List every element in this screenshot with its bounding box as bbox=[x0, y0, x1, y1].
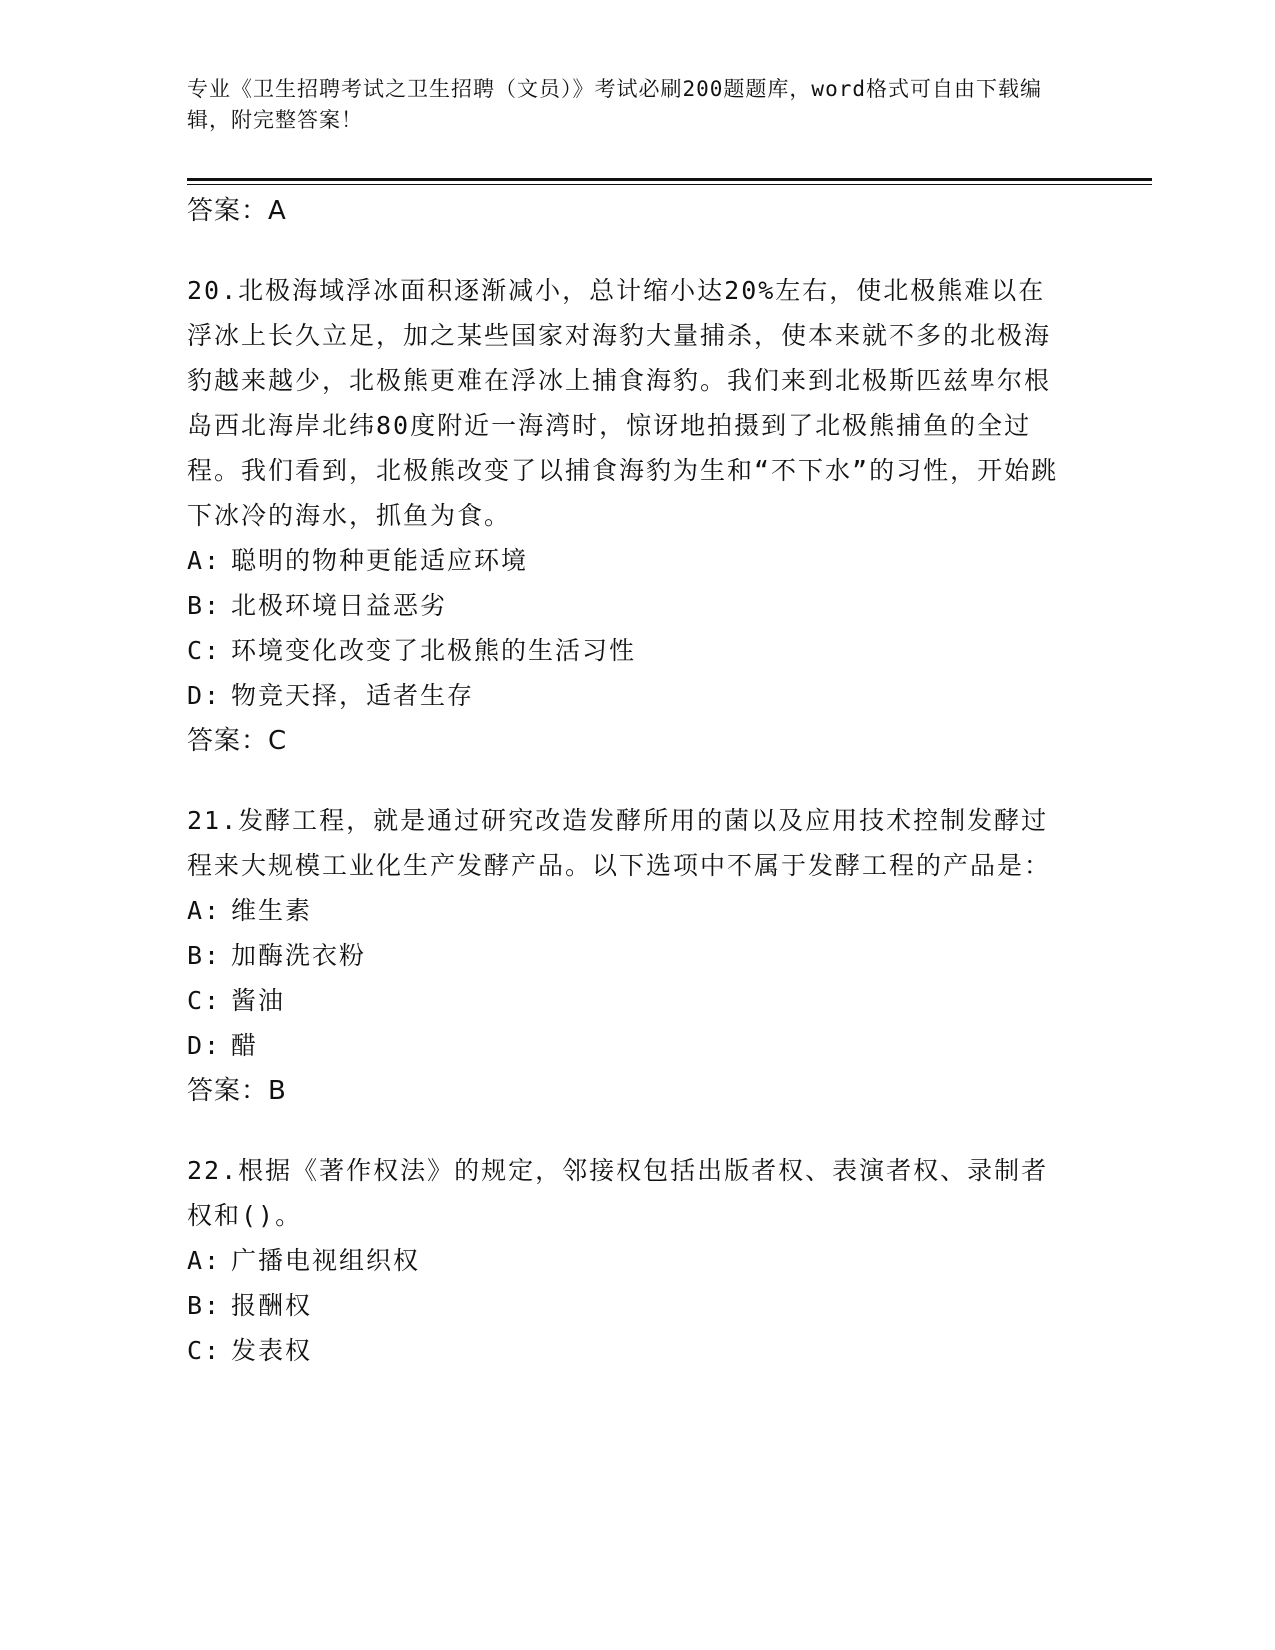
option-letter: A: bbox=[187, 896, 222, 925]
option-b bbox=[187, 933, 1067, 978]
option-letter: A: bbox=[187, 1246, 222, 1275]
question-stem: 22.根据《著作权法》的规定，邻接权包括出版者权、表演者权、录制者权和()。 bbox=[187, 1156, 1049, 1230]
option-letter: B: bbox=[187, 941, 222, 970]
question-stem: 20.北极海域浮冰面积逐渐减小，总计缩小达20%左右，使北极熊难以在浮冰上长久立足，加之某些国家对海豹大量捕杀，使本来就不多的北极海豹越来越少，北极熊更难在浮冰上捕食海豹。我们来到北极斯匹兹卑尔根岛西北海岸北纬80度附近一海湾时，惊讶地拍摄到了北极熊捕鱼的全过程。我们看到，北极熊改变了以捕食海豹为生和“不下水”的习性，开始跳下冰冷的海水，抓鱼为食。 bbox=[187, 276, 1059, 530]
option-c bbox=[187, 628, 1067, 673]
option-text: 醋 bbox=[231, 1031, 259, 1060]
option-text: 环境变化改变了北极熊的生活习性 bbox=[231, 636, 637, 665]
option-b bbox=[187, 583, 1067, 628]
option-c bbox=[187, 1328, 1067, 1373]
option-letter: D: bbox=[187, 681, 222, 710]
option-text: 加酶洗衣粉 bbox=[231, 941, 367, 970]
question-stem: 21.发酵工程，就是通过研究改造发酵所用的菌以及应用技术控制发酵过程来大规模工业化生产发酵产品。以下选项中不属于发酵工程的产品是： bbox=[187, 806, 1052, 880]
option-d bbox=[187, 673, 1067, 718]
answer-line: 答案：B bbox=[187, 1076, 287, 1106]
answer-line: 答案：A bbox=[187, 196, 287, 226]
page-header: 专业《卫生招聘考试之卫生招聘（文员）》考试必刷200题题库，word格式可自由下载编辑，附完整答案！ bbox=[187, 77, 1042, 132]
option-d bbox=[187, 1023, 1067, 1068]
option-letter: B: bbox=[187, 1291, 222, 1320]
question-block bbox=[187, 1148, 1067, 1373]
option-letter: A: bbox=[187, 546, 222, 575]
option-letter: B: bbox=[187, 591, 222, 620]
option-letter: D: bbox=[187, 1031, 222, 1060]
option-letter: C: bbox=[187, 986, 222, 1015]
option-letter: C: bbox=[187, 636, 222, 665]
answer-line: 答案：C bbox=[187, 726, 288, 756]
question-block bbox=[187, 798, 1067, 1114]
option-text: 物竞天择，适者生存 bbox=[231, 681, 475, 710]
option-text: 酱油 bbox=[231, 986, 286, 1015]
option-text: 维生素 bbox=[231, 896, 313, 925]
question-block bbox=[187, 268, 1067, 764]
option-b bbox=[187, 1283, 1067, 1328]
option-text: 报酬权 bbox=[231, 1291, 313, 1320]
option-a bbox=[187, 1238, 1067, 1283]
option-a bbox=[187, 888, 1067, 933]
option-text: 北极环境日益恶劣 bbox=[231, 591, 448, 620]
option-a bbox=[187, 538, 1067, 583]
option-letter: C: bbox=[187, 1336, 222, 1365]
option-text: 广播电视组织权 bbox=[231, 1246, 421, 1275]
header-rule-thin bbox=[187, 184, 1152, 185]
option-text: 发表权 bbox=[231, 1336, 313, 1365]
option-c bbox=[187, 978, 1067, 1023]
header-rule-thick bbox=[187, 178, 1152, 181]
question-list bbox=[187, 188, 1067, 1373]
option-text: 聪明的物种更能适应环境 bbox=[231, 546, 529, 575]
